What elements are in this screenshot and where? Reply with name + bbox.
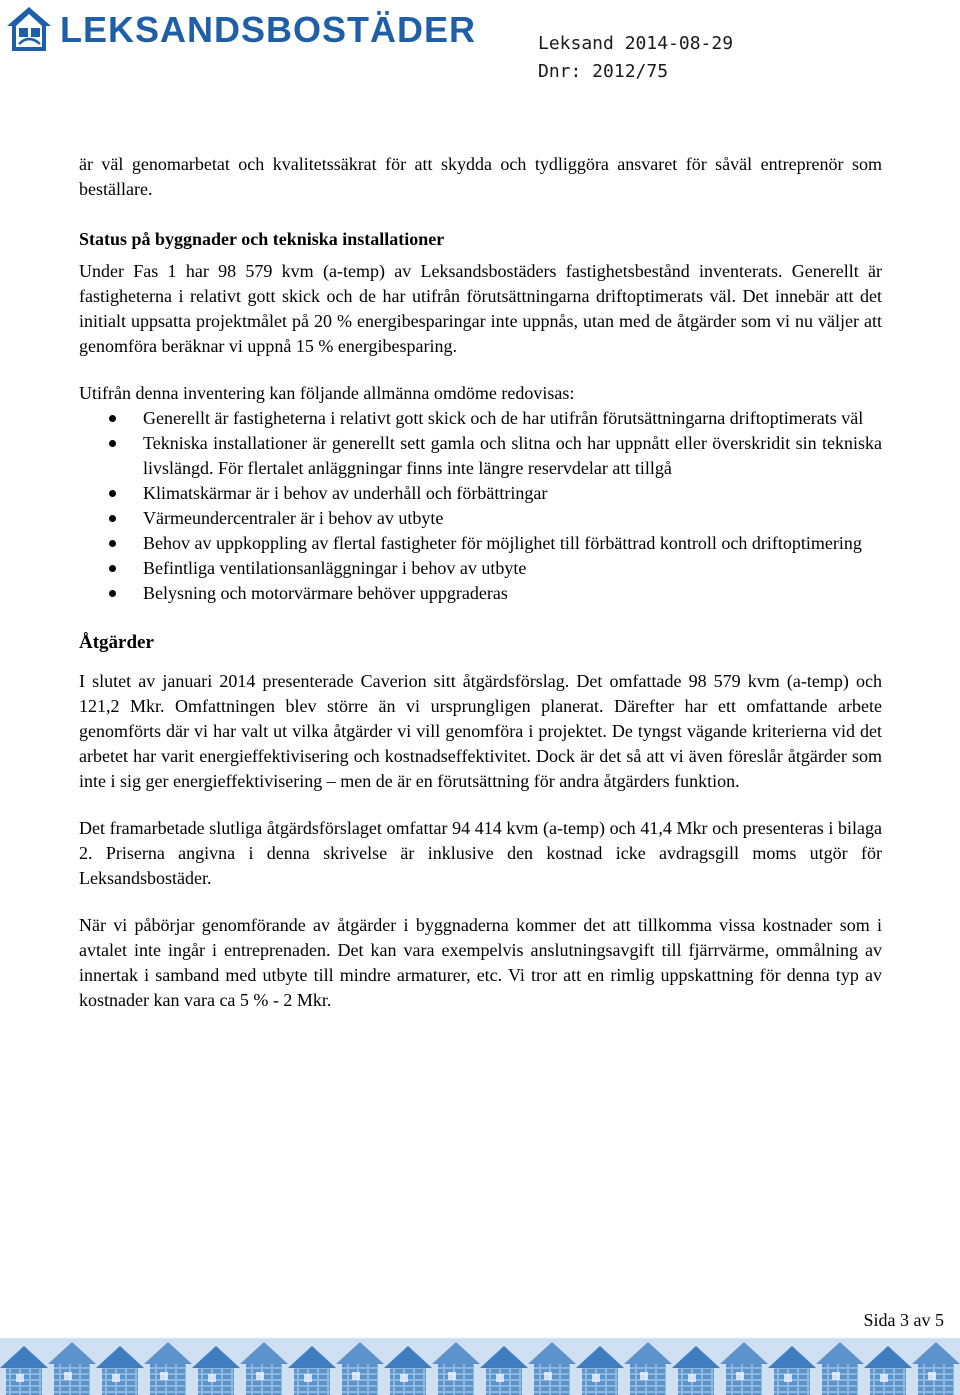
document-body [79, 152, 882, 1013]
house-logo-icon [4, 4, 54, 54]
list-item: Generellt är fastigheterna i relativt gott skick och de har utifrån förutsättningarna driftoptimerats väl [79, 406, 882, 431]
company-logo [4, 4, 477, 54]
bullet-icon [109, 590, 116, 597]
section-heading-status: Status på byggnader och tekniska installationer [79, 229, 445, 249]
atgarder-paragraph-2: Det framarbetade slutliga åtgärdsförslaget omfattar 94 414 kvm (a-temp) och 41,4 Mkr och presenteras i bilaga 2. Priserna angivna i denna skrivelse är inklusive den kostnad icke avdragsgill moms utgör för Leksandsbostäder. [79, 818, 882, 888]
page-number: Sida 3 av 5 [863, 1310, 944, 1330]
bullet-icon [109, 540, 116, 547]
bullet-icon [109, 565, 116, 572]
atgarder-paragraph-3: När vi påbörjar genomförande av åtgärder i byggnaderna kommer det att tillkomma vissa kostnader som i avtalet inte ingår i entreprenaden. Det kan vara exempelvis anslutningsavgift till fjärrvärme, ommålning av innertak i samband med utbyte till mindre armaturer, etc. Vi tror att en rimlig uppskattning för denna typ av kostnader kan vara ca 5 % - 2 Mkr. [79, 915, 882, 1010]
bullet-icon [109, 515, 116, 522]
intro-paragraph: är väl genomarbetat och kvalitetssäkrat för att skydda och tydliggöra ansvaret för såväl entreprenör som beställare. [79, 154, 882, 199]
logo-wordmark: LEKSANDSBOSTÄDER [60, 9, 477, 50]
houses-pattern-icon [0, 1338, 960, 1395]
list-item: Behov av uppkoppling av flertal fastigheter för möjlighet till förbättrad kontroll och driftoptimering [79, 531, 882, 556]
list-item: Befintliga ventilationsanläggningar i behov av utbyte [79, 556, 882, 581]
bullet-icon [109, 440, 116, 447]
bullet-icon [109, 415, 116, 422]
status-paragraph: Under Fas 1 har 98 579 kvm (a-temp) av Leksandsbostäders fastighetsbestånd inventerats. Generellt är fastigheterna i relativt gott skick och de har utifrån förutsättningarna driftoptimerats väl. Det innebär att det initialt uppsatta projektmålet på 20 % energibesparingar inte uppnås, utan med de åtgärder som vi nu väljer att genomföra beräknar vi uppnå 15 % energibesparing. [79, 261, 882, 356]
place-date: Leksand 2014-08-29 [538, 33, 734, 54]
footer-decoration [0, 1338, 960, 1395]
document-meta [538, 30, 733, 86]
list-item: Klimatskärmar är i behov av underhåll och förbättringar [79, 481, 882, 506]
document-number: Dnr: 2012/75 [538, 61, 669, 82]
assessment-list [79, 406, 882, 606]
list-item: Värmeundercentraler är i behov av utbyte [79, 506, 882, 531]
list-item: Tekniska installationer är generellt sett gamla och slitna och har uppnått eller överskridit sin tekniska livslängd. För flertalet anläggningar finns inte längre reservdelar att tillgå [79, 431, 882, 481]
bullet-icon [109, 490, 116, 497]
list-item: Belysning och motorvärmare behöver uppgraderas [79, 581, 882, 606]
section-heading-atgarder: Åtgärder [79, 632, 154, 653]
lead-paragraph: Utifrån denna inventering kan följande allmänna omdöme redovisas: [79, 383, 575, 403]
atgarder-paragraph-1: I slutet av januari 2014 presenterade Caverion sitt åtgärdsförslag. Det omfattade 98 579 kvm (a-temp) och 121,2 Mkr. Omfattningen blev större än vi ursprungligen planerat. Därefter har ett omfattande arbete genomförts där vi har valt ut vilka åtgärder vi vill genomföra i projektet. De tyngst vägande kriterierna vid det arbetet har varit energieffektivisering och kostnadseffektivitet. Dock är det så att vi även föreslår åtgärder som inte i sig ger energieffektivisering – men de är en förutsättning för andra åtgärders funktion. [79, 671, 882, 791]
